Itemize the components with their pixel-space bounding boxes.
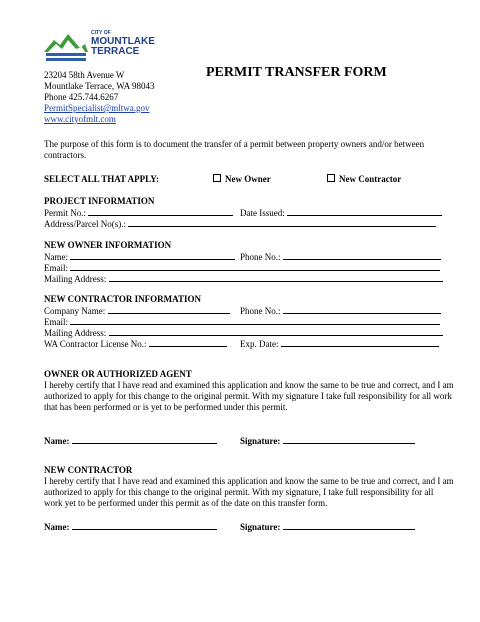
contractor-mailing-label: Mailing Address: — [44, 328, 107, 338]
license-field[interactable] — [149, 338, 227, 347]
owner-phone-field[interactable] — [283, 251, 441, 260]
owner-mailing-label: Mailing Address: — [44, 274, 107, 284]
contractor-name-label: Name: — [44, 522, 70, 532]
owner-name-label: Name: — [44, 252, 68, 262]
agent-heading: OWNER OR AUTHORIZED AGENT — [44, 369, 192, 379]
logo-name-line1: MOUNTLAKE — [91, 36, 155, 47]
contractor-heading: NEW CONTRACTOR INFORMATION — [44, 294, 202, 304]
owner-phone-label: Phone No.: — [240, 252, 281, 262]
new-contractor-label: New Contractor — [339, 174, 402, 184]
date-issued-label: Date Issued: — [240, 208, 285, 218]
contractor-signature-label: Signature: — [240, 522, 281, 532]
intro-text: The purpose of this form is to document the transfer of a permit between property owners and/or between contractors. — [44, 139, 425, 160]
contractor-signature-field[interactable] — [283, 521, 415, 530]
agent-signature-field[interactable] — [283, 435, 415, 444]
agent-name-field[interactable] — [72, 435, 217, 444]
owner-email-label: Email: — [44, 263, 68, 273]
city-logo — [44, 30, 169, 70]
contractor-mailing-field[interactable] — [109, 327, 443, 336]
contractor-email-field[interactable] — [70, 316, 440, 325]
new-contractor-checkbox[interactable] — [327, 174, 401, 185]
owner-email-field[interactable] — [70, 262, 440, 271]
exp-date-row — [240, 338, 439, 350]
contractor-name-field[interactable] — [72, 521, 217, 530]
email-link[interactable]: PermitSpecialist@mltwa.gov — [44, 103, 150, 113]
license-row — [44, 338, 227, 350]
address-parcel-label: Address/Parcel No(s).: — [44, 219, 126, 229]
contractor-signature-row — [240, 521, 415, 533]
owner-mailing-field[interactable] — [109, 273, 443, 282]
owner-mailing-row — [44, 273, 443, 285]
license-label: WA Contractor License No.: — [44, 339, 147, 349]
logo-name-line2: TERRACE — [91, 46, 140, 57]
address-phone: Phone 425.744.6267 — [44, 92, 119, 102]
agent-certification-text: I hereby certify that I have read and examined this application and know the same to be true and correct, and I am authorized to apply for this change to the original permit. With my signature I take full responsibility for all work that has been performed or is yet to be performed under this permit. — [44, 380, 454, 412]
new-owner-checkbox[interactable] — [213, 174, 271, 185]
permit-no-field[interactable] — [88, 207, 233, 216]
checkbox-icon[interactable] — [213, 174, 221, 182]
page-title: PERMIT TRANSFER FORM — [206, 65, 387, 80]
website-link[interactable]: www.cityofmlt.com — [44, 114, 116, 124]
owner-heading: NEW OWNER INFORMATION — [44, 240, 172, 250]
company-name-label: Company Name: — [44, 306, 106, 316]
agent-signature-row — [240, 435, 415, 447]
contractor-email-label: Email: — [44, 317, 68, 327]
project-heading: PROJECT INFORMATION — [44, 196, 155, 206]
select-label: SELECT ALL THAT APPLY: — [44, 174, 159, 184]
agent-name-label: Name: — [44, 436, 70, 446]
contractor-certification-text: I hereby certify that I have read and examined this application and know the same to be true and correct, and I am authorized to apply for this change to the original permit. With my signature, I take full responsibility for all work yet to be performed under this permit as of the date on this transfer form. — [44, 476, 454, 508]
contractor-name-row — [44, 521, 217, 533]
contractor-phone-label: Phone No.: — [240, 306, 281, 316]
new-owner-label: New Owner — [225, 174, 271, 184]
logo-city-of: CITY OF — [91, 30, 111, 36]
owner-name-field[interactable] — [70, 251, 235, 260]
address-parcel-field[interactable] — [128, 218, 436, 227]
checkbox-icon[interactable] — [327, 174, 335, 182]
address-parcel-row — [44, 218, 436, 230]
contractor-phone-field[interactable] — [283, 305, 441, 314]
exp-date-field[interactable] — [281, 338, 439, 347]
agent-signature-label: Signature: — [240, 436, 281, 446]
address-city: Mountlake Terrace, WA 98043 — [44, 81, 155, 91]
date-issued-field[interactable] — [287, 207, 442, 216]
exp-date-label: Exp. Date: — [240, 339, 279, 349]
permit-no-label: Permit No.: — [44, 208, 86, 218]
company-name-field[interactable] — [108, 305, 230, 314]
address-street: 23204 58th Avenue W — [44, 70, 125, 80]
new-contractor-heading: NEW CONTRACTOR — [44, 465, 133, 475]
agent-name-row — [44, 435, 217, 447]
address-block — [44, 70, 155, 125]
